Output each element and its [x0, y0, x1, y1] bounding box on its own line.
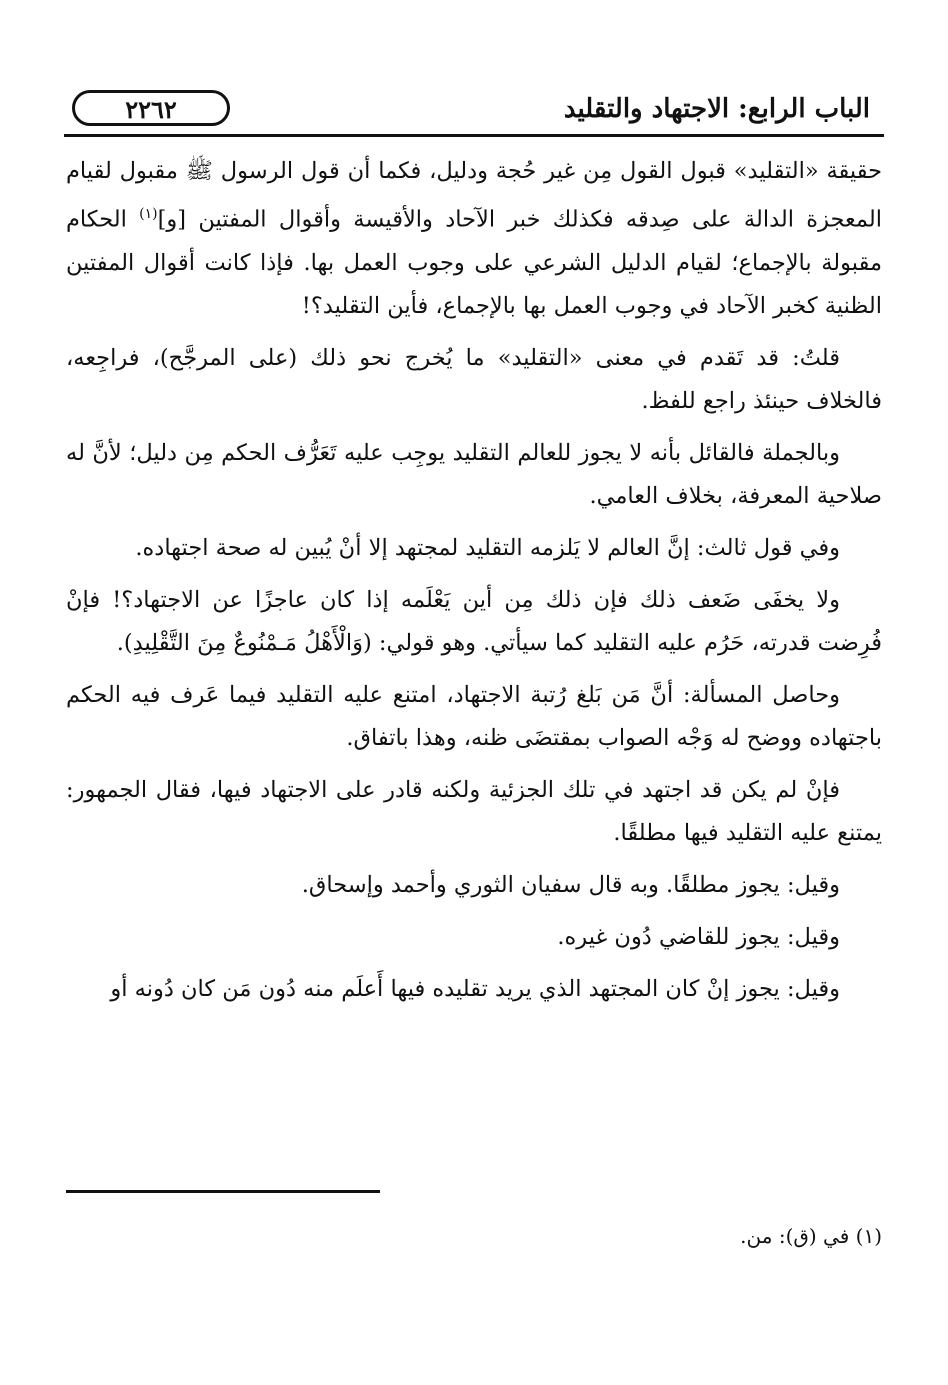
paragraph-10: وقيل: يجوز إنْ كان المجتهد الذي يريد تقليده فيها أَعلَم منه دُون مَن كان دُونه أو: [110, 975, 840, 1002]
main-text: [66, 150, 882, 1020]
paragraph-1-text-a: حقيقة «التقليد» قبول القول مِن غير حُجة ودليل، فكما أن قول الرسول ﷺ مقبول لقيام المعجزة الدالة على صِدقه فكذلك خبر الآحاد والأقيسة وأقوال المفتين [و]: [66, 158, 882, 233]
running-header: [64, 88, 884, 132]
paragraph-8: وقيل: يجوز مطلقًا. وبه قال سفيان الثوري وأحمد وإسحاق.: [301, 871, 840, 898]
paragraph-3: وبالجملة فالقائل بأنه لا يجوز للعالم التقليد يوجِب عليه تَعَرُّف الحكم مِن دليل؛ لأنَّ له صلاحية المعرفة، بخلاف العامي.: [66, 439, 882, 509]
paragraph-6: وحاصل المسألة: أنَّ مَن بَلغ رُتبة الاجتهاد، امتنع عليه التقليد فيما عَرف فيه الحكم باجتهاده ووضح له وَجْه الصواب بمقتضَى ظنه، وهذا باتفاق.: [66, 681, 882, 751]
paragraph-9: وقيل: يجوز للقاضي دُون غيره.: [557, 923, 840, 950]
chapter-title: الباب الرابع: الاجتهاد والتقليد: [563, 94, 870, 124]
paragraph-2: قلتُ: قد تَقدم في معنى «التقليد» ما يُخرج نحو ذلك (على المرجَّح)، فراجِعه، فالخلاف حينئذ راجع للفظ.: [66, 344, 882, 414]
paragraph-4: وفي قول ثالث: إنَّ العالم لا يَلزمه التقليد لمجتهد إلا أنْ يُبين له صحة اجتهاده.: [135, 534, 840, 561]
paragraph-7: فإنْ لم يكن قد اجتهد في تلك الجزئية ولكنه قادر على الاجتهاد فيها، فقال الجمهور: يمتنع عليه التقليد فيها مطلقًا.: [66, 776, 882, 846]
paragraph-1: [66, 150, 882, 328]
page-number-badge: ٢٢٦٢: [72, 90, 230, 126]
paragraph-5: ولا يخفَى ضَعف ذلك فإن ذلك مِن أين يَعْلَمه إذا كان عاجزًا عن الاجتهاد؟! فإنْ فُرِضت قدرته، حَرُم عليه التقليد كما سيأتي. وهو قولي: (وَالْأَهْلُ مَـمْنُوعٌ مِنَ التَّقْلِيدِ).: [66, 586, 882, 656]
footnote-1: (١) في (ق): من.: [740, 1224, 882, 1248]
footnote-reference: (١): [139, 206, 158, 222]
header-divider: [64, 134, 884, 137]
footnote-divider: [66, 1190, 380, 1193]
paragraph-1-text-b: الحكام مقبولة بالإجماع؛ لقيام الدليل الشرعي على وجوب العمل بها. فإذا كانت أقوال المفتين الظنية كخبر الآحاد في وجوب العمل بها بالإجماع، فأين التقليد؟!: [66, 206, 882, 319]
